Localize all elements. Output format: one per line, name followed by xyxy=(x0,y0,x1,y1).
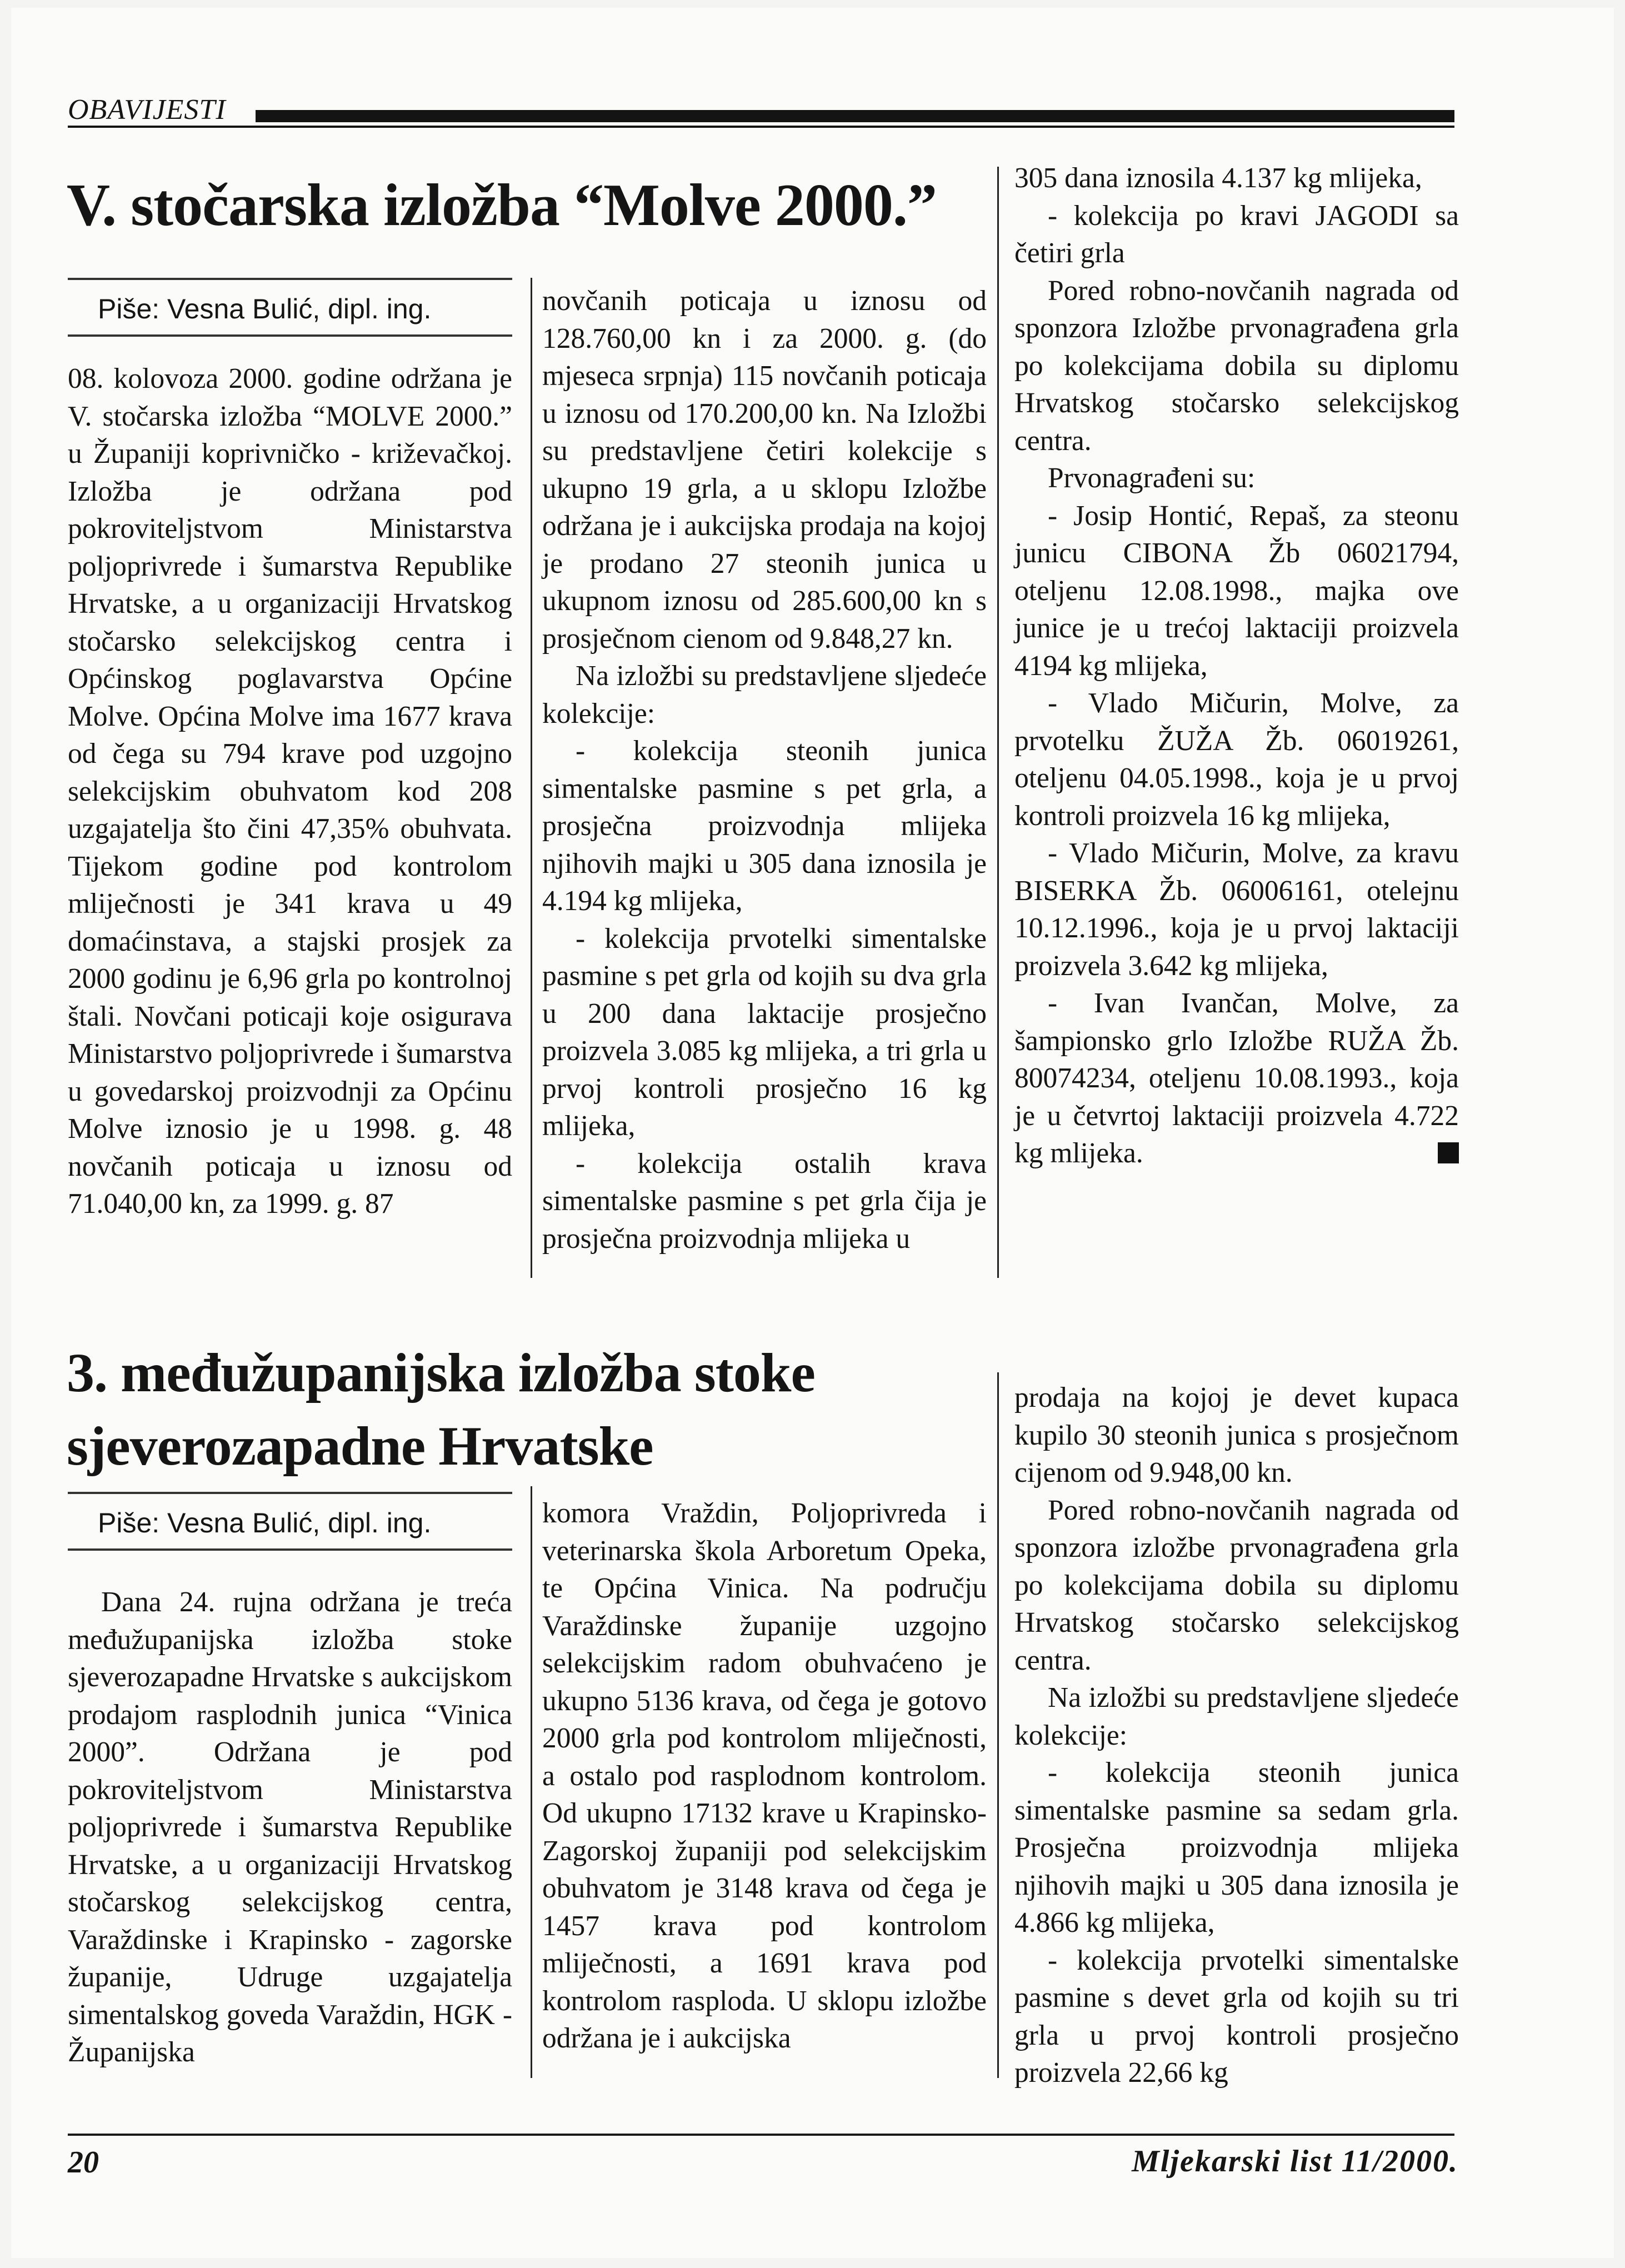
article1-byline: Piše: Vesna Bulić, dipl. ing. xyxy=(98,293,432,324)
article2-col3-paragraph: prodaja na kojoj je devet kupaca kupilo 30 steonih junica s prosječnom cijenom od 9.948,00 kn. xyxy=(1014,1382,1459,1488)
article2-column-1 xyxy=(68,1583,512,2071)
article1-byline-rule-top xyxy=(68,278,512,280)
article2-column-divider-1 xyxy=(531,1486,532,2078)
footer-rule xyxy=(68,2134,1454,2136)
article2-column-divider-2 xyxy=(997,1372,999,2078)
article1-column-divider-1 xyxy=(531,278,532,1278)
article1-col2-paragraph: - kolekcija ostalih krava simentalske pasmine s pet grla čija je prosječna proizvodnja mlijeka u xyxy=(542,1147,987,1255)
article1-col2-paragraph: novčanih poticaja u iznosu od 128.760,00 kn i za 2000. g. (do mjeseca srpnja) 115 novčanih poticaja u iznosu od 170.200,00 kn. Na Izložbi su predstavljene četiri kolekcije s ukupno 19 grla, a u sklopu Izložbe održana je i aukcijska prodaja na kojoj je prodano 27 steonih junica u ukupnom iznosu od 285.600,00 kn s prosječnom cienom od 9.848,27 kn. xyxy=(542,285,987,655)
article1-col1-paragraph: 08. kolovoza 2000. godine održana je V. stočarska izložba “MOLVE 2000.” u Županiji koprivničko - križevačkoj. Izložba je održana pod pokroviteljstvom Ministarstva poljoprivrede i šumarstva Republike Hrvatske, a u organizaciji Hrvatskog stočarsko selekcijskog centra i Općinskog poglavarstva Općine Molve. Općina Molve ima 1677 krava od čega su 794 krave pod uzgojno selekcijskim obuhvatom kod 208 uzgajatelja što čini 47,35% obuhvata. Tijekom godine pod kontrolom mliječnosti je 341 krava u 49 domaćinstava, a stajski prosjek za 2000 godinu je 6,96 grla po kontrolnoj štali. Novčani poticaji koje osigurava Ministarstvo poljoprivrede i šumarstva u govedarskoj proizvodnji za Općinu Molve iznosio je u 1998. g. 48 novčanih poticaja u iznosu od 71.040,00 kn, za 1999. g. 87 xyxy=(68,363,512,1220)
article1-column-3 xyxy=(1014,159,1459,1172)
article1-col3-paragraph: 305 dana iznosila 4.137 kg mlijeka, xyxy=(1014,162,1422,194)
header-rule-thin xyxy=(68,126,1454,128)
article1-col3-paragraph: - Ivan Ivančan, Molve, za šampionsko grlo Izložbe RUŽA Žb. 80074234, oteljenu 10.08.1993., koja je u četvrtoj laktaciji proizvela 4.722 kg mlijeka. xyxy=(1014,987,1459,1169)
article2-col1-paragraph: Dana 24. rujna održana je treća međužupanijska izložba stoke sjeverozapadne Hrvatske s aukcijskom prodajom rasplodnih junica “Vinica 2000”. Održana je pod pokroviteljstvom Ministarstva poljoprivrede i šumarstva Republike Hrvatske, a u organizaciji Hrvatskog stočarskog selekcijskog centra, Varaždinske i Krapinsko - zagorske županije, Udruge uzgajatelja simentalskog goveda Varaždin, HGK - Županijska xyxy=(68,1586,512,2068)
article1-col3-paragraph: - Vlado Mičurin, Molve, za kravu BISERKA Žb. 06006161, otelejnu 10.12.1996., koja je u prvoj laktaciji proizvela 3.642 kg mlijeka, xyxy=(1014,837,1459,982)
section-label: OBAVIJESTI xyxy=(68,94,226,126)
article1-col3-paragraph: Pored robno-novčanih nagrada od sponzora Izložbe prvonagrađena grla po kolekcijama dobila su diplomu Hrvatskog stočarsko selekcijskog centra. xyxy=(1014,274,1459,457)
article1-col3-paragraph: - Vlado Mičurin, Molve, za prvotelku ŽUŽA Žb. 06019261, oteljenu 04.05.1998., koja je u prvoj kontroli proizvela 16 kg mlijeka, xyxy=(1014,687,1459,832)
article1-col2-paragraph: Na izložbi su predstavljene sljedeće kolekcije: xyxy=(542,660,987,730)
article2-title: 3. međužupanijska izložba stoke sjeverozapadne Hrvatske xyxy=(67,1342,815,1477)
article1-col2-paragraph: - kolekcija steonih junica simentalske pasmine s pet grla, a prosječna proizvodnja mlijeka njihovih majki u 305 dana iznosila je 4.194 kg mlijeka, xyxy=(542,735,987,917)
article1-column-divider-2 xyxy=(997,167,999,1278)
article2-column-2 xyxy=(542,1495,987,2057)
article1-title: V. stočarska izložba “Molve 2000.” xyxy=(67,172,937,238)
article2-col3-paragraph: - kolekcija steonih junica simentalske pasmine sa sedam grla. Prosječna proizvodnja mlijeka njihovih majki u 305 dana iznosila je 4.866 kg mlijeka, xyxy=(1014,1757,1459,1939)
article1-column-2 xyxy=(542,282,987,1257)
article1-col2-paragraph: - kolekcija prvotelki simentalske pasmine s pet grla od kojih su dva grla u 200 dana laktacije prosječno proizvela 3.085 kg mlijeka, a tri grla u prvoj kontroli prosječno 16 kg mlijeka, xyxy=(542,922,987,1142)
article1-col3-paragraph: Prvonagrađeni su: xyxy=(1048,462,1256,494)
article2-col2-paragraph: komora Vraždin, Poljoprivreda i veterinarska škola Arboretum Opeka, te Općina Vinica. Na području Varaždinske županije uzgojno selekcijskim radom obuhvaćeno je ukupno 5136 krava, od čega je gotovo 2000 grla pod kontrolom mliječnosti, a ostalo pod rasplodnom kontrolom. Od ukupno 17132 krave u Krapinsko-Zagorskoj županiji pod selekcijskim obuhvatom je 3148 krava od čega je 1457 krava pod kontrolom mliječnosti, a 1691 krava pod kontrolom rasploda. U sklopu izložbe održana je i aukcijska xyxy=(542,1497,987,2054)
article2-column-3 xyxy=(1014,1379,1459,2092)
article2-col3-paragraph: Pored robno-novčanih nagrada od sponzora izložbe prvonagrađena grla po kolekcijama dobila su diplomu Hrvatskog stočarsko selekcijskog centra. xyxy=(1014,1494,1459,1676)
article2-byline-rule-top xyxy=(68,1492,512,1494)
article2-byline: Piše: Vesna Bulić, dipl. ing. xyxy=(98,1507,432,1538)
article1-col3-paragraph: - kolekcija po kravi JAGODI sa četiri grla xyxy=(1014,199,1459,269)
article1-byline-rule-bottom xyxy=(68,334,512,337)
article2-col3-paragraph: - kolekcija prvotelki simentalske pasmine s devet grla od kojih su tri grla u prvoj kontroli prosječno proizvela 22,66 kg xyxy=(1014,1944,1459,2089)
journal-title: Mljekarski list 11/2000. xyxy=(1132,2144,1458,2179)
end-of-article-mark xyxy=(1438,1142,1459,1163)
article1-column-1 xyxy=(68,360,512,1223)
article2-byline-rule-bottom xyxy=(68,1548,512,1551)
article2-col3-paragraph: Na izložbi su predstavljene sljedeće kolekcije: xyxy=(1014,1682,1459,1751)
page-number: 20 xyxy=(68,2145,99,2180)
article1-col3-paragraph: - Josip Hontić, Repaš, za steonu junicu CIBONA Žb 06021794, oteljenu 12.08.1998., majka ove junice je u trećoj laktaciji proizvela 4194 kg mlijeka, xyxy=(1014,499,1459,682)
header-rule xyxy=(256,110,1454,122)
